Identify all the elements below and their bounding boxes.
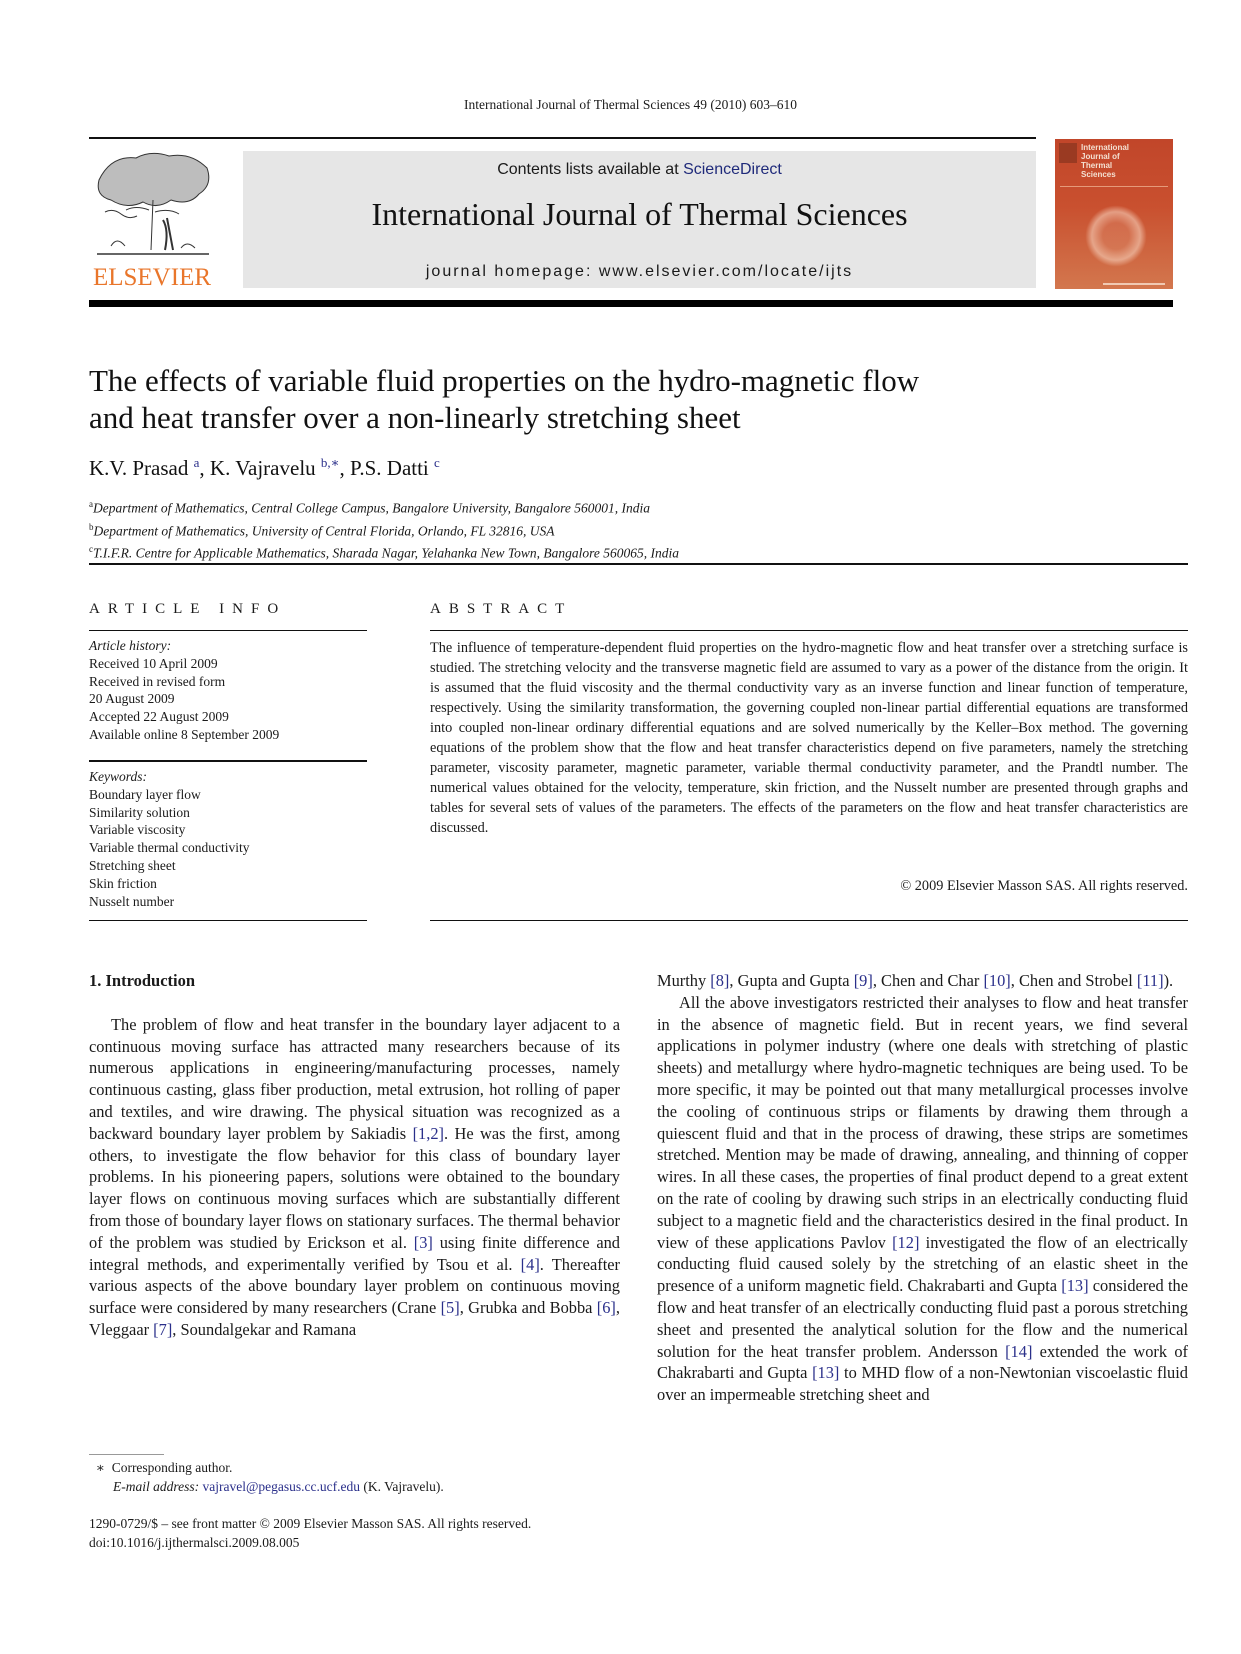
citation-link[interactable]: [12]: [892, 1232, 920, 1252]
paragraph: All the above investigators restricted their analyses to flow and heat transfer in the absence of magnetic field. But in recent years, we find several applications in polymer industry (where one deals with stretching of plastic sheets) and metallurgy where hydro-magnetic techniques are being used. To be more specific, it may be pointed out that many metallurgical processes involve the cooling of continuous strips or filaments by drawing them through a quiescent fluid and that in the process of drawing, these strips are sometimes stretched. Mention may be made of drawing, annealing, and thinning of copper wires. In all these cases, the properties of final product depend to a great extent on the rate of cooling by drawing such strips in an electrically conducting fluid subject to a magnetic field and the characteristics desired in the final product. In view of these applications Pavlov [12] investigated the flow of an electrically conducting fluid caused solely by the stretching of an elastic sheet in the presence of a uniform magnetic field. Chakrabarti and Gupta [13] considered the flow and heat transfer of an electrically conducting fluid past a porous stretching sheet and presented the analytical solution for the flow and the numerical solution for the heat transfer problem. Andersson [14] extended the work of Chakrabarti and Gupta [13] to MHD flow of a non-Newtonian viscoelastic fluid over an impermeable stretching sheet and: [657, 992, 1188, 1405]
section-heading-introduction: 1. Introduction: [89, 971, 196, 990]
author-name: K.V. Prasad: [89, 456, 189, 480]
abstract-heading: ABSTRACT: [430, 601, 573, 617]
cover-footer-strip: [1103, 283, 1165, 285]
history-label: Article history:: [89, 638, 172, 653]
cover-title: International Journal of Thermal Sciences: [1081, 143, 1130, 179]
history-item: Received 10 April 2009: [89, 655, 218, 671]
affiliation: $^c$T.I.F.R. Centre for Applicable Mathematics, Sharada Nagar, Yelahanka New Town, Bangalore 560065, India: [89, 544, 680, 561]
keywords: [89, 768, 369, 910]
cover-divider: [1060, 186, 1168, 187]
abstract-rule: [430, 630, 1188, 631]
citation-link[interactable]: [9]: [853, 971, 873, 990]
running-head: International Journal of Thermal Sciences 49 (2010) 603–610: [463, 97, 798, 112]
abstract-copyright: © 2009 Elsevier Masson SAS. All rights reserved.: [900, 878, 1188, 894]
citation-link[interactable]: [11]: [1136, 971, 1164, 990]
keyword: Variable viscosity: [89, 822, 186, 838]
contents-line: [243, 161, 1036, 179]
article-info-rule: [89, 630, 367, 631]
keyword: Nusselt number: [89, 893, 175, 909]
abstract-text: The influence of temperature-dependent fluid properties on the hydro-magnetic flow and heat transfer over a stretching surface is studied. The stretching velocity and the transverse magnetic field are assumed to vary as a power of the distance from the origin. It is assumed that the fluid viscosity and the thermal conductivity vary as an inverse function and linear function of temperature, respectively. Using the similarity transformation, the governing coupled non-linear partial differential equations are transformed into coupled non-linear ordinary differential equations and are solved numerically by the Keller–Box method. The governing equations of the problem show that the flow and heat transfer characteristics depend on five parameters, namely the stretching parameter, viscosity parameter, magnetic parameter, variable thermal conductivity parameter, and the Prandtl number. The numerical values obtained for the velocity, temperature, skin friction, and the Nusselt number are presented through graphs and tables for several sets of values of the parameters. The effects of the parameters on the flow and heat transfer characteristics are discussed.: [430, 640, 1188, 836]
citation-link[interactable]: [8]: [710, 971, 730, 990]
history-item: Received in revised form: [89, 673, 226, 689]
history-item: Available online 8 September 2009: [89, 726, 280, 742]
journal-homepage-link[interactable]: journal homepage: www.elsevier.com/locate/ijts: [425, 263, 854, 280]
affiliations: [89, 495, 679, 563]
keyword: Variable thermal conductivity: [89, 840, 250, 856]
footnote-rule: [89, 1454, 164, 1455]
article-info-heading: ARTICLE INFO: [89, 601, 287, 617]
paragraph: The problem of flow and heat transfer in the boundary layer adjacent to a continuous moving surface has attracted many researchers because of its numerous applications in engineering/manufacturing processes, namely continuous casting, glass fiber production, metal extrusion, hot rolling of paper and textiles, and wire drawing. The physical situation was recognized as a backward boundary layer problem by Sakiadis [1,2]. He was the first, among others, to investigate the flow behavior for this class of boundary layer problems. In his pioneering papers, solutions were obtained to the boundary layer flows on continuous moving surfaces which are substantially different from those of boundary layer flows on stationary surfaces. The thermal behavior of the problem was studied by Erickson et al. [3] using finite difference and integral methods, and experimentally verified by Tsou et al. [4]. Thereafter various aspects of the above boundary layer problem on continuous moving surface were considered by many researchers (Crane [5], Grubka and Bobba [6], Vleggaar [7], Soundalgekar and Ramana: [89, 1014, 621, 1339]
citation-link[interactable]: [7]: [153, 1319, 173, 1339]
article-info-bottom-rule: [89, 920, 367, 921]
citation-link[interactable]: [14]: [1005, 1341, 1033, 1361]
email-note: E-mail address: vajravel@pegasus.cc.ucf.edu (K. Vajravelu).: [113, 1478, 444, 1494]
footnotes: [89, 1459, 444, 1496]
citation-link[interactable]: [10]: [983, 971, 1011, 990]
citation-link[interactable]: [13]: [1061, 1276, 1089, 1296]
paragraph-continued: Murthy [8], Gupta and Gupta [9], Chen and Char [10], Chen and Strobel [11]).: [657, 971, 1174, 990]
author-affiliation-link[interactable]: c: [434, 455, 440, 470]
body-column-right: [657, 970, 1188, 1406]
article-title: The effects of variable fluid properties on the hydro-magnetic flow and heat transfer over a non-linearly stretching sheet: [89, 363, 920, 435]
affiliation: $^b$Department of Mathematics, University of Central Florida, Orlando, FL 32816, USA: [89, 521, 555, 538]
elsevier-logo[interactable]: [87, 150, 217, 290]
affiliation: $^a$Department of Mathematics, Central College Campus, Bangalore University, Bangalore 560001, India: [89, 499, 650, 516]
author-name: K. Vajravelu: [209, 456, 316, 480]
journal-banner: [243, 151, 1036, 288]
tree-emblem-icon: [91, 150, 213, 262]
issn-line: 1290-0729/$ – see front matter © 2009 Elsevier Masson SAS. All rights reserved.: [89, 1516, 532, 1531]
journal-title: International Journal of Thermal Sciences: [371, 196, 908, 232]
cover-burst-image-icon: [1085, 205, 1147, 267]
article-history: [89, 637, 369, 744]
contents-prefix: Contents lists available at: [497, 161, 684, 178]
author-list: K.V. Prasad $^a$, K. Vajravelu $^{b,∗}$, P.S. Datti $^c$: [89, 455, 440, 480]
email-link[interactable]: vajravel@pegasus.cc.ucf.edu: [202, 1478, 360, 1494]
author-affiliation-link[interactable]: b,∗: [320, 455, 340, 470]
history-item: 20 August 2009: [89, 691, 175, 707]
citation-link[interactable]: [4]: [520, 1254, 540, 1274]
keyword: Stretching sheet: [89, 857, 176, 873]
cover-elsevier-emblem-icon: [1059, 143, 1077, 163]
sciencedirect-link[interactable]: ScienceDirect: [683, 161, 782, 178]
front-matter: [89, 1514, 531, 1552]
keyword: Boundary layer flow: [89, 786, 201, 802]
citation-link[interactable]: [1,2]: [412, 1123, 444, 1143]
history-item: Accepted 22 August 2009: [89, 709, 229, 725]
author-name: P.S. Datti: [350, 456, 429, 480]
keywords-rule: [89, 760, 367, 762]
doi-link[interactable]: doi:10.1016/j.ijthermalsci.2009.08.005: [89, 1535, 300, 1550]
journal-cover-thumbnail[interactable]: [1055, 139, 1173, 289]
keyword: Skin friction: [89, 875, 157, 891]
citation-link[interactable]: [13]: [812, 1363, 840, 1383]
citation-link[interactable]: [5]: [440, 1298, 460, 1318]
masthead-top-rule: [89, 137, 1036, 139]
abstract-bottom-rule: [430, 920, 1188, 921]
keywords-label: Keywords:: [89, 769, 147, 784]
masthead-bottom-bar: [89, 300, 1173, 307]
citation-link[interactable]: [6]: [596, 1298, 616, 1318]
keyword: Similarity solution: [89, 804, 190, 820]
elsevier-wordmark: ELSEVIER: [92, 264, 212, 291]
author-affiliation-link[interactable]: a: [193, 455, 200, 470]
body-column-left: [89, 970, 620, 1341]
citation-link[interactable]: [3]: [413, 1232, 433, 1252]
front-divider: [89, 563, 1188, 565]
corresponding-author-note: ∗ Corresponding author.: [95, 1460, 233, 1475]
